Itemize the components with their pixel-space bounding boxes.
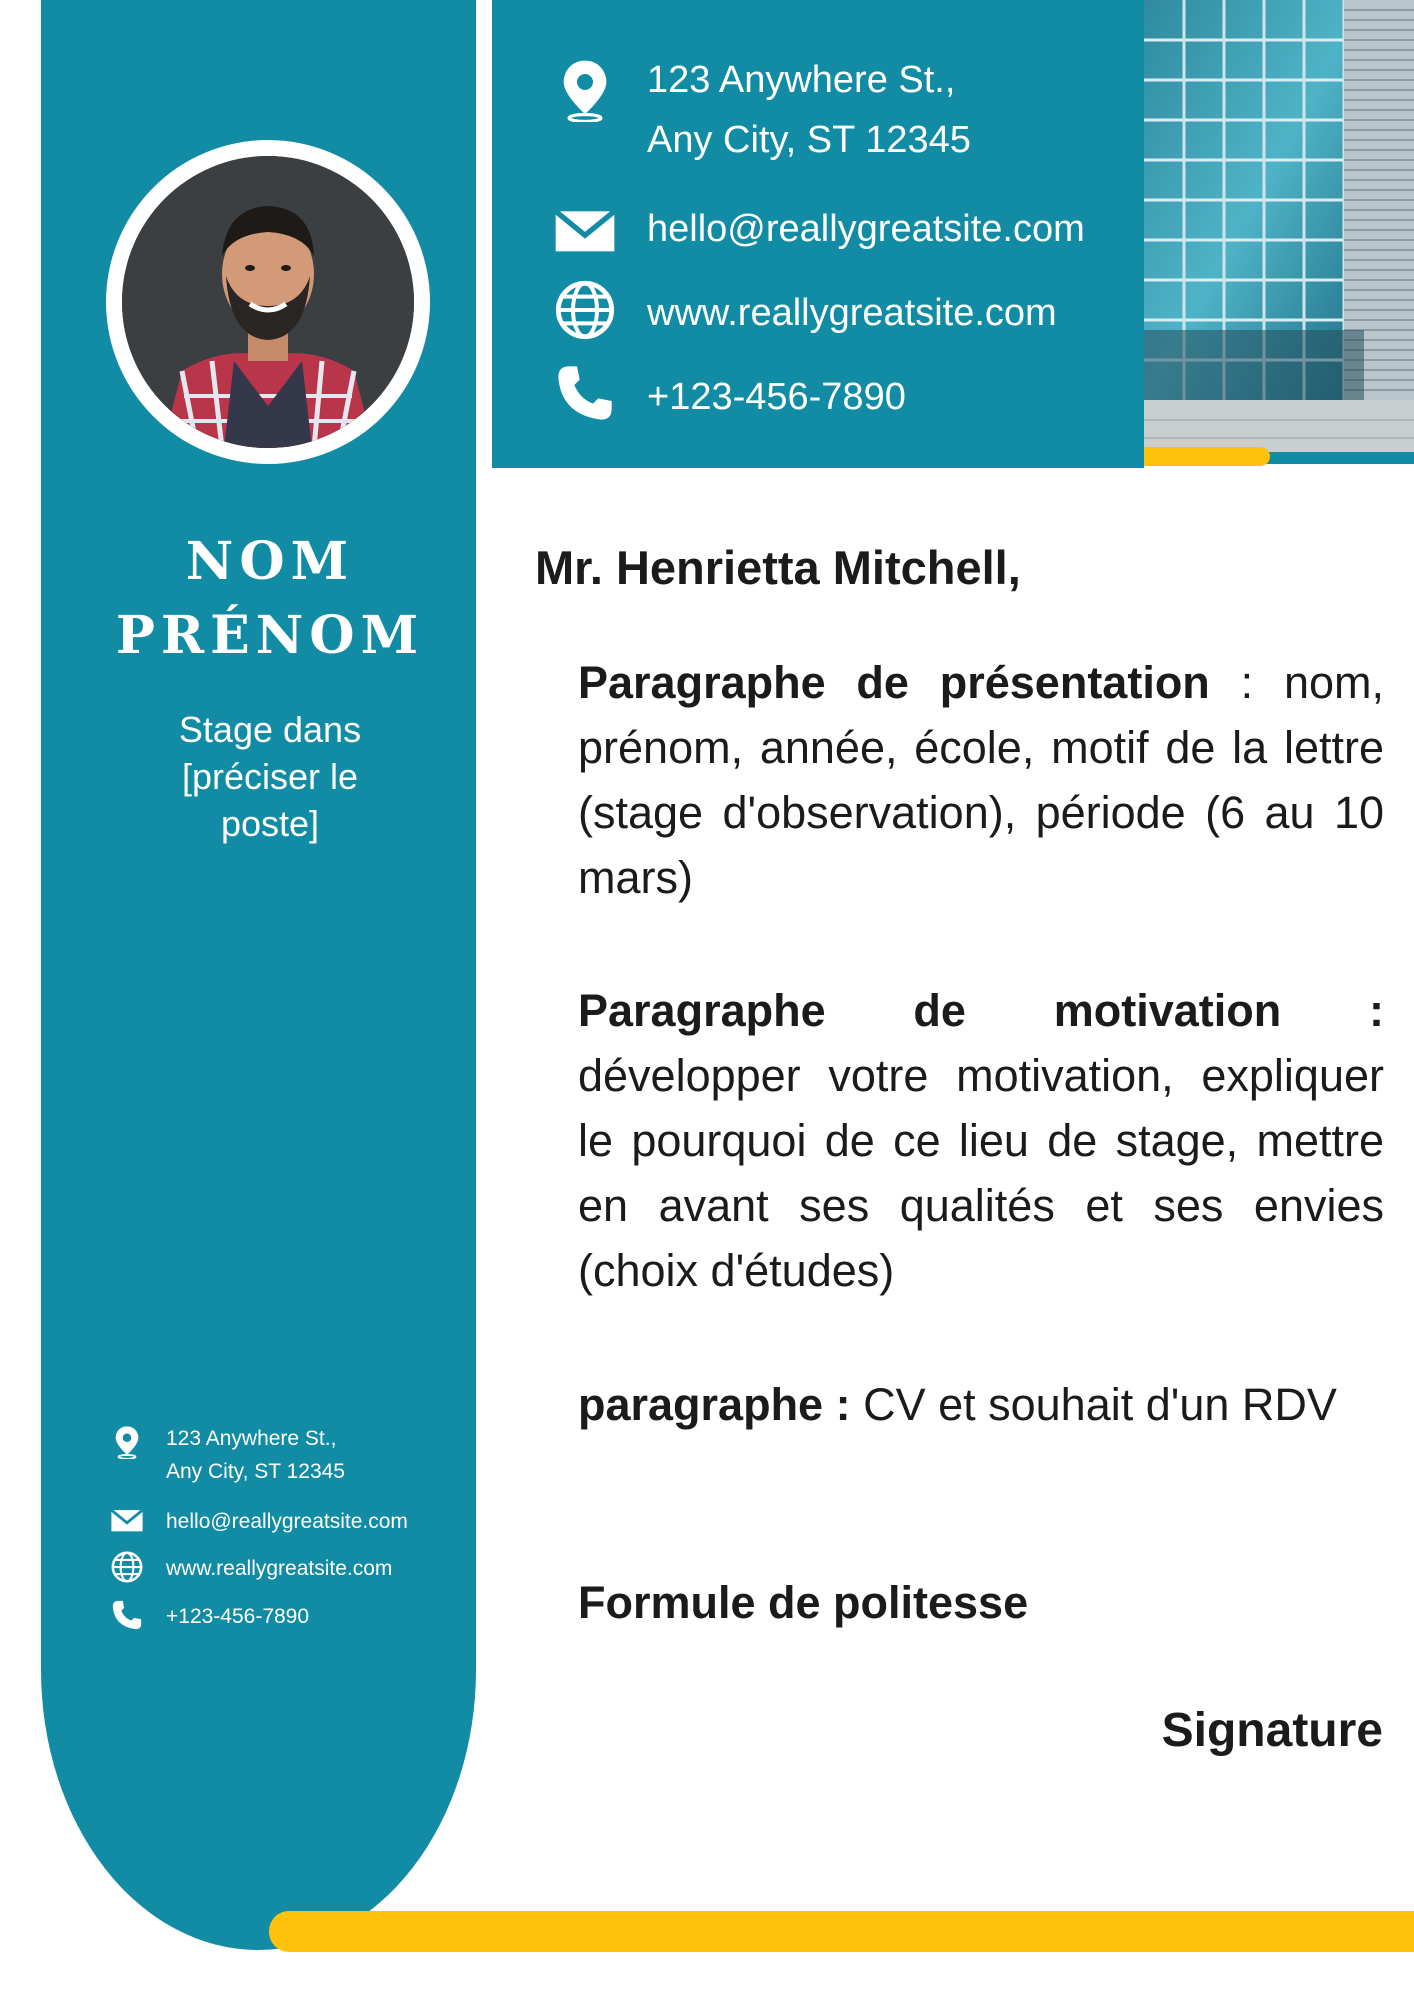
globe-icon [110,1550,144,1584]
sidebar-website[interactable]: www.reallygreatsite.com [166,1557,393,1580]
email-icon [553,198,617,262]
accent-bar-top [1144,447,1270,466]
header-address-line-1: 123 Anywhere St., [647,59,956,101]
name-line-1: NOM [185,531,355,592]
header-address [647,50,971,170]
paragraph-motivation [578,978,1384,1303]
sidebar-address-line-1: 123 Anywhere St., [166,1427,337,1450]
header-address-line-2: Any City, ST 12345 [647,119,971,161]
paragraph-motivation-body: développer votre motivation, expliquer le pourquoi de ce lieu de stage, mettre en avant ses qualités et ses envies (choix d'études) [578,1050,1384,1296]
position-subtitle: Stage dans [préciser le poste] [178,709,362,844]
email-icon [110,1503,144,1537]
paragraph-presentation-body: : nom, prénom, année, école, motif de la lettre (stage d'observation), période (6 au 10 mars) [578,657,1384,903]
portrait-illustration [122,156,414,448]
paragraph-presentation-title: Paragraphe de présentation [578,657,1210,708]
header-phone[interactable]: +123-456-7890 [647,376,906,418]
location-pin-icon [553,58,617,122]
closing-formula: Formule de politesse [578,1577,1029,1628]
paragraph-cv [578,1372,1384,1437]
paragraph-motivation-title: Paragraphe de motivation : [578,985,1384,1036]
globe-icon [553,278,617,342]
sidebar-address [166,1422,345,1488]
header-email[interactable]: hello@reallygreatsite.com [647,208,1085,250]
paragraph-presentation [578,650,1384,910]
profile-photo [122,156,414,448]
accent-bar-bottom [269,1911,1414,1952]
name-line-2: PRÉNOM [115,605,425,666]
salutation: Mr. Henrietta Mitchell, [535,541,1021,594]
phone-icon [553,361,617,425]
building-illustration [1144,0,1414,452]
location-pin-icon [110,1425,144,1459]
sidebar-phone[interactable]: +123-456-7890 [166,1605,310,1628]
sidebar-email[interactable]: hello@reallygreatsite.com [166,1510,408,1533]
sidebar-address-line-2: Any City, ST 12345 [166,1460,345,1483]
building-photo [1144,0,1414,452]
header-website[interactable]: www.reallygreatsite.com [647,292,1057,334]
phone-icon [110,1598,144,1632]
candidate-name [60,525,480,673]
paragraph-cv-body: CV et souhait d'un RDV [850,1379,1337,1430]
signature: Signature [1161,1704,1383,1757]
paragraph-cv-title: paragraphe : [578,1379,851,1430]
